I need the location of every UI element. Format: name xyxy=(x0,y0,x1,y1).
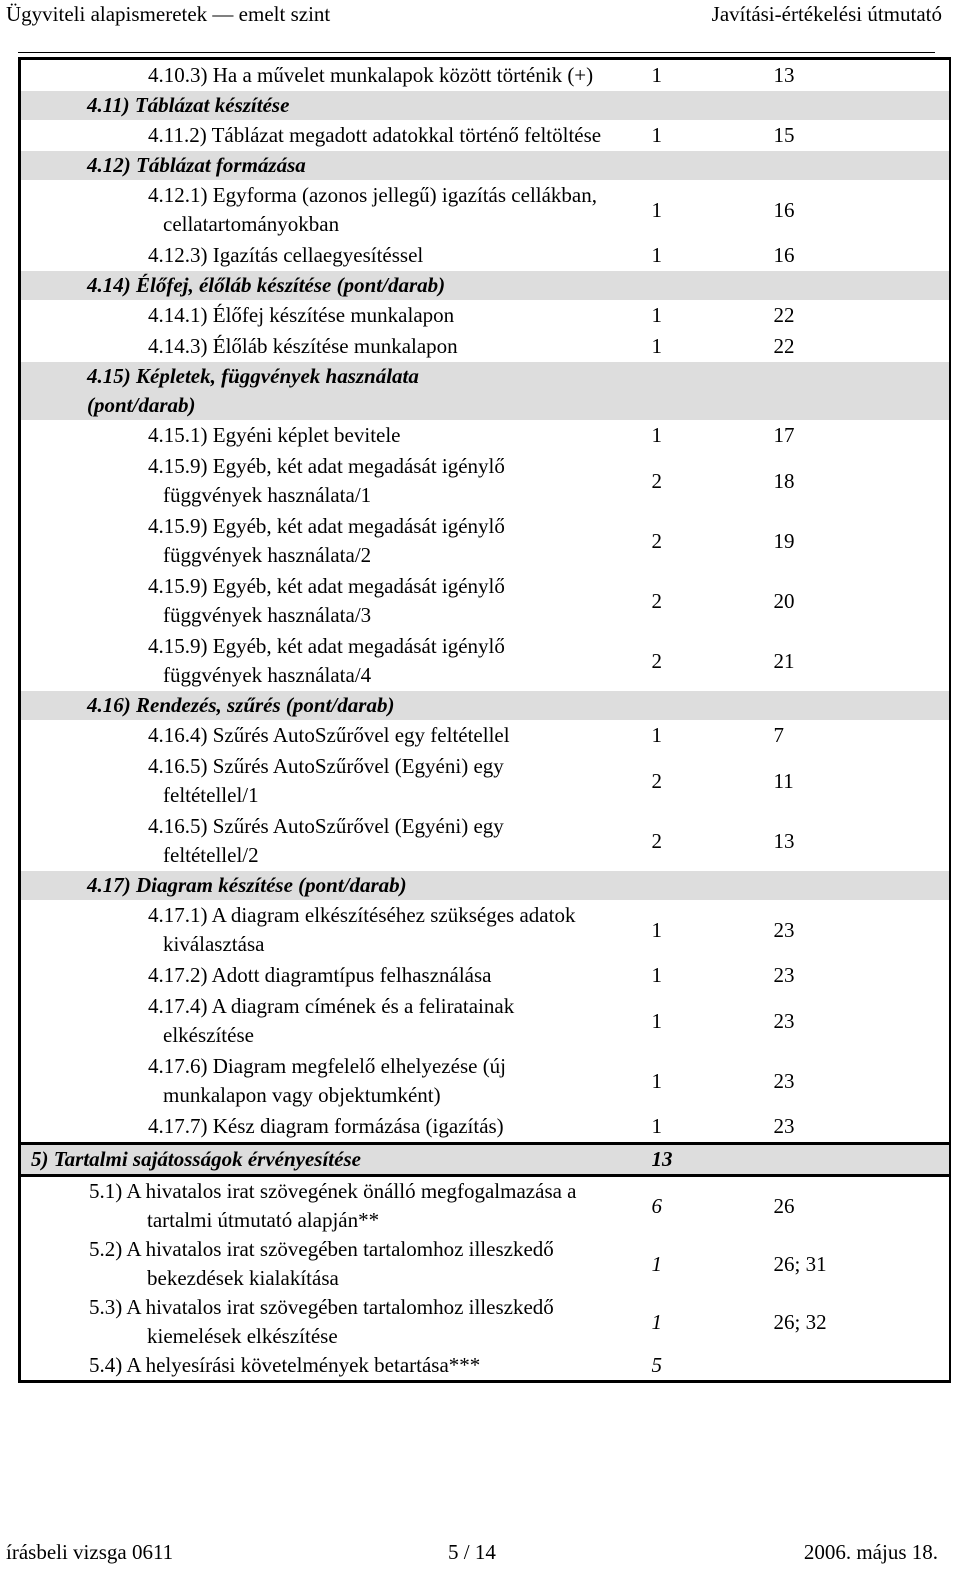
row-page-text: 17 xyxy=(773,423,795,447)
row-points xyxy=(616,451,724,511)
row-page xyxy=(724,691,950,720)
row-points-text: 1 xyxy=(651,1114,662,1138)
row-points xyxy=(616,420,724,451)
row-page xyxy=(724,871,950,900)
row-points xyxy=(616,180,724,240)
row-item xyxy=(20,59,616,92)
row-page xyxy=(724,751,950,811)
row-points-text: 6 xyxy=(651,1193,662,1218)
row-page xyxy=(724,300,950,331)
row-page xyxy=(724,271,950,300)
row-points-text: 2 xyxy=(651,828,662,853)
row-points xyxy=(616,960,724,991)
row-page xyxy=(724,631,950,691)
row-item xyxy=(20,180,616,240)
row-page-text: 13 xyxy=(773,828,795,853)
row-points xyxy=(616,59,724,92)
row-points xyxy=(616,240,724,271)
row-item xyxy=(20,1176,616,1236)
row-page xyxy=(724,811,950,871)
row-item xyxy=(20,91,616,120)
table-row xyxy=(20,631,950,691)
row-item xyxy=(20,1293,616,1351)
row-points xyxy=(616,751,724,811)
row-points-text: 2 xyxy=(651,648,662,673)
row-points xyxy=(616,1111,724,1144)
row-points-text: 2 xyxy=(651,588,662,613)
row-item-text: 4.11.2) Táblázat megadott adatokkal történő feltöltése xyxy=(148,123,602,147)
table-row xyxy=(20,271,950,300)
row-item xyxy=(20,420,616,451)
row-points-text: 1 xyxy=(651,1068,662,1093)
row-item-text: 4.15) Képletek, függvények használata (pont/darab) xyxy=(87,364,419,417)
page-footer xyxy=(6,1540,938,1570)
row-item xyxy=(20,991,616,1051)
row-points-text: 1 xyxy=(651,1008,662,1033)
table-row xyxy=(20,1176,950,1236)
row-points xyxy=(616,871,724,900)
row-item-text: 4.17.2) Adott diagramtípus felhasználása xyxy=(148,963,492,987)
table-row xyxy=(20,1293,950,1351)
row-points-text: 2 xyxy=(651,768,662,793)
row-points xyxy=(616,91,724,120)
row-page xyxy=(724,1111,950,1144)
row-points-text: 1 xyxy=(651,1309,662,1334)
row-points-text: 13 xyxy=(651,1147,673,1171)
table-row xyxy=(20,59,950,92)
table-row xyxy=(20,1144,950,1176)
row-item xyxy=(20,811,616,871)
row-page-text: 23 xyxy=(773,917,795,942)
row-page-text: 22 xyxy=(773,303,795,327)
table-row xyxy=(20,960,950,991)
row-points-text: 1 xyxy=(651,723,662,747)
row-points xyxy=(616,900,724,960)
table-row xyxy=(20,720,950,751)
row-page xyxy=(724,1051,950,1111)
row-points-text: 1 xyxy=(651,123,662,147)
row-page-text: 18 xyxy=(773,468,795,493)
row-item-text: 5.4) A helyesírási követelmények betartása*** xyxy=(89,1353,481,1377)
row-item xyxy=(20,240,616,271)
scoring-table xyxy=(18,57,951,1383)
table-row xyxy=(20,691,950,720)
row-page xyxy=(724,180,950,240)
row-item-text: 4.15.1) Egyéni képlet bevitele xyxy=(148,423,401,447)
row-item-text: 4.14.3) Élőláb készítése munkalapon xyxy=(148,334,458,358)
row-points xyxy=(616,331,724,362)
row-points xyxy=(616,1351,724,1382)
row-item-text: 4.17) Diagram készítése (pont/darab) xyxy=(87,873,407,897)
row-item xyxy=(20,900,616,960)
row-item-text: 5.3) A hivatalos irat szövegében tartalomhoz illeszkedő kiemelések elkészítése xyxy=(89,1295,554,1348)
row-page xyxy=(724,331,950,362)
table-row xyxy=(20,1351,950,1382)
footer-left: írásbeli vizsga 0611 xyxy=(6,1540,174,1564)
row-page-text: 16 xyxy=(773,243,795,267)
row-item-text: 4.12) Táblázat formázása xyxy=(87,153,306,177)
table-row xyxy=(20,991,950,1051)
row-item-text: 4.14.1) Élőfej készítése munkalapon xyxy=(148,303,455,327)
row-page-text: 20 xyxy=(773,588,795,613)
table-row xyxy=(20,751,950,811)
row-points xyxy=(616,511,724,571)
row-points xyxy=(616,362,724,420)
table-row xyxy=(20,511,950,571)
row-points-text: 1 xyxy=(651,243,662,267)
row-page xyxy=(724,1235,950,1293)
row-page xyxy=(724,1144,950,1176)
row-item-text: 4.15.9) Egyéb, két adat megadását igénylő függvények használata/4 xyxy=(148,634,505,687)
table-row xyxy=(20,811,950,871)
table-row xyxy=(20,300,950,331)
row-page-text: 15 xyxy=(773,123,795,147)
row-page-text: 13 xyxy=(773,63,795,87)
table-row xyxy=(20,331,950,362)
row-item xyxy=(20,720,616,751)
row-page xyxy=(724,900,950,960)
row-item xyxy=(20,1111,616,1144)
row-page xyxy=(724,720,950,751)
row-item xyxy=(20,1351,616,1382)
row-item xyxy=(20,511,616,571)
table-row xyxy=(20,900,950,960)
row-page xyxy=(724,1293,950,1351)
table-row xyxy=(20,1051,950,1111)
row-item xyxy=(20,1144,616,1176)
row-item xyxy=(20,751,616,811)
row-item-text: 4.15.9) Egyéb, két adat megadását igénylő függvények használata/1 xyxy=(148,454,505,507)
row-points xyxy=(616,631,724,691)
row-page xyxy=(724,240,950,271)
row-page xyxy=(724,991,950,1051)
scoring-table-body xyxy=(20,59,950,1382)
row-page-text: 22 xyxy=(773,334,795,358)
footer-right: 2006. május 18. xyxy=(803,1540,938,1564)
table-row xyxy=(20,240,950,271)
row-page xyxy=(724,960,950,991)
row-page xyxy=(724,571,950,631)
table-row xyxy=(20,1235,950,1293)
row-item-text: 4.16.4) Szűrés AutoSzűrővel egy feltétellel xyxy=(148,723,510,747)
row-page xyxy=(724,151,950,180)
row-item-text: 4.15.9) Egyéb, két adat megadását igénylő függvények használata/2 xyxy=(148,514,505,567)
row-page-text: 7 xyxy=(773,723,784,747)
row-item xyxy=(20,331,616,362)
row-item-text: 4.14) Élőfej, élőláb készítése (pont/darab) xyxy=(87,273,446,297)
row-item-text: 4.11) Táblázat készítése xyxy=(87,93,290,117)
row-page-text: 21 xyxy=(773,648,795,673)
row-item xyxy=(20,300,616,331)
row-points-text: 1 xyxy=(651,1251,662,1276)
row-item xyxy=(20,691,616,720)
row-points-text: 1 xyxy=(651,963,662,987)
row-points xyxy=(616,1144,724,1176)
table-row xyxy=(20,91,950,120)
row-page-text: 26; 31 xyxy=(773,1251,827,1276)
row-points xyxy=(616,991,724,1051)
row-points-text: 5 xyxy=(651,1353,662,1377)
row-page-text: 26 xyxy=(773,1193,795,1218)
header-right: Javítási-értékelési útmutató xyxy=(711,2,942,26)
row-points xyxy=(616,1051,724,1111)
page-header xyxy=(6,0,942,28)
row-page xyxy=(724,59,950,92)
row-item xyxy=(20,451,616,511)
row-page xyxy=(724,362,950,420)
row-item xyxy=(20,571,616,631)
row-points xyxy=(616,271,724,300)
table-row xyxy=(20,451,950,511)
table-row xyxy=(20,362,950,420)
row-item xyxy=(20,151,616,180)
row-item xyxy=(20,120,616,151)
row-points xyxy=(616,1235,724,1293)
row-points xyxy=(616,691,724,720)
row-item xyxy=(20,960,616,991)
row-item-text: 4.17.6) Diagram megfelelő elhelyezése (új munkalapon vagy objektumként) xyxy=(148,1054,507,1107)
row-page-text: 23 xyxy=(773,1068,795,1093)
row-points xyxy=(616,571,724,631)
table-row xyxy=(20,871,950,900)
row-item-text: 4.17.1) A diagram elkészítéséhez szükséges adatok kiválasztása xyxy=(148,903,576,956)
row-item xyxy=(20,631,616,691)
row-item-text: 5.2) A hivatalos irat szövegében tartalomhoz illeszkedő bekezdések kialakítása xyxy=(89,1237,554,1290)
row-page xyxy=(724,1176,950,1236)
row-item xyxy=(20,271,616,300)
row-page xyxy=(724,420,950,451)
row-points xyxy=(616,120,724,151)
row-page xyxy=(724,451,950,511)
row-item-text: 4.12.3) Igazítás cellaegyesítéssel xyxy=(148,243,424,267)
header-left: Ügyviteli alapismeretek — emelt szint xyxy=(6,2,331,26)
row-item xyxy=(20,871,616,900)
row-page-text: 23 xyxy=(773,1008,795,1033)
row-points xyxy=(616,1176,724,1236)
row-item-text: 4.16.5) Szűrés AutoSzűrővel (Egyéni) egy feltétellel/2 xyxy=(148,814,504,867)
row-points-text: 1 xyxy=(651,197,662,222)
row-item-text: 4.10.3) Ha a művelet munkalapok között történik (+) xyxy=(148,63,594,87)
row-item xyxy=(20,362,616,420)
row-page xyxy=(724,91,950,120)
table-row xyxy=(20,571,950,631)
row-page xyxy=(724,1351,950,1382)
table-row xyxy=(20,1111,950,1144)
row-page-text: 11 xyxy=(773,768,794,793)
row-page-text: 19 xyxy=(773,528,795,553)
row-points-text: 2 xyxy=(651,468,662,493)
row-item-text: 4.16) Rendezés, szűrés (pont/darab) xyxy=(87,693,395,717)
row-points xyxy=(616,811,724,871)
row-item xyxy=(20,1235,616,1293)
table-row xyxy=(20,180,950,240)
table-row xyxy=(20,120,950,151)
row-page-text: 26; 32 xyxy=(773,1309,827,1334)
table-row xyxy=(20,151,950,180)
row-item-text: 4.17.4) A diagram címének és a feliratainak elkészítése xyxy=(148,994,515,1047)
row-points-text: 1 xyxy=(651,423,662,447)
row-points-text: 1 xyxy=(651,303,662,327)
row-page xyxy=(724,511,950,571)
row-item-text: 4.15.9) Egyéb, két adat megadását igénylő függvények használata/3 xyxy=(148,574,505,627)
row-points xyxy=(616,300,724,331)
row-points xyxy=(616,720,724,751)
row-points xyxy=(616,1293,724,1351)
row-page-text: 23 xyxy=(773,963,795,987)
row-points xyxy=(616,151,724,180)
row-page-text: 16 xyxy=(773,197,795,222)
footer-center: 5 / 14 xyxy=(448,1540,496,1564)
row-points-text: 1 xyxy=(651,917,662,942)
row-item-text: 4.16.5) Szűrés AutoSzűrővel (Egyéni) egy feltétellel/1 xyxy=(148,754,504,807)
row-points-text: 1 xyxy=(651,63,662,87)
table-row xyxy=(20,420,950,451)
row-points-text: 2 xyxy=(651,528,662,553)
row-item xyxy=(20,1051,616,1111)
row-item-text: 4.17.7) Kész diagram formázása (igazítás) xyxy=(148,1114,504,1138)
header-rule xyxy=(18,52,935,53)
row-page-text: 23 xyxy=(773,1114,795,1138)
row-page xyxy=(724,120,950,151)
row-item-text: 4.12.1) Egyforma (azonos jellegű) igazítás cellákban, cellatartományokban xyxy=(148,183,597,236)
row-points-text: 1 xyxy=(651,334,662,358)
row-item-text: 5) Tartalmi sajátosságok érvényesítése xyxy=(31,1147,361,1171)
row-item-text: 5.1) A hivatalos irat szövegének önálló megfogalmazása a tartalmi útmutató alapján** xyxy=(89,1179,577,1232)
